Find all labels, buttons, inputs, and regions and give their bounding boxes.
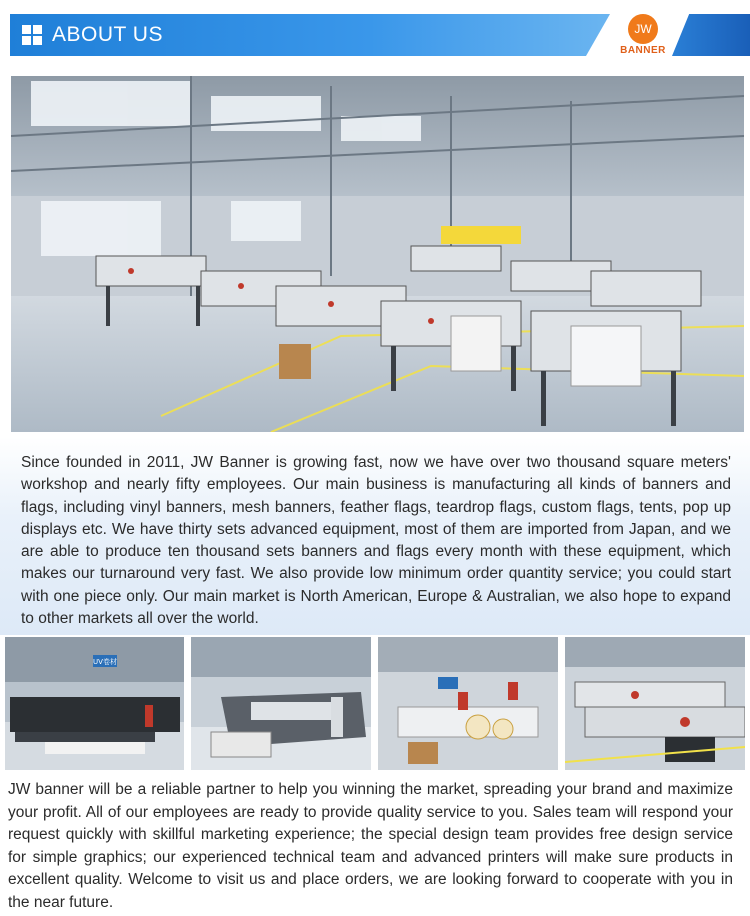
workers-table-photo bbox=[378, 637, 558, 770]
logo-mark: JW bbox=[628, 14, 658, 44]
about-us-header bbox=[0, 0, 750, 75]
large-printer-photo bbox=[5, 637, 184, 770]
intro-paragraph: Since founded in 2011, JW Banner is growing fast, now we have over two thousand square meters' workshop and nearly fifty employees. Our main business is manufacturing all kinds of banners and flags, including vinyl banners, mesh banners, feather flags, teardrop flags, custom flags, tents, pop up displays etc. We have thirty sets advanced equipment, most of them are imported from Japan, and we are able to produce ten thousand sets banners and flags every month with these equipment, which makes our turnaround very fast. We also provide low minimum order quantity service; you could start with one piece only. Our main market is North American, Europe & Australian, we also hope to expand to other markets all over the world. bbox=[21, 454, 731, 628]
factory-floor-illustration bbox=[11, 76, 744, 432]
printer-row-photo bbox=[565, 637, 745, 770]
section-title: ABOUT US bbox=[52, 23, 163, 46]
logo-text: BANNER bbox=[620, 45, 666, 56]
flatbed-printer-photo bbox=[191, 637, 371, 770]
jw-banner-logo bbox=[614, 14, 672, 60]
closing-section bbox=[0, 775, 750, 916]
factory-floor-photo bbox=[11, 76, 744, 432]
intro-section bbox=[0, 437, 750, 635]
header-corner-bar bbox=[672, 14, 750, 56]
thumb-sign-text: UV卷材 bbox=[93, 658, 117, 666]
thumbnail-strip bbox=[0, 637, 750, 770]
grid-icon bbox=[22, 25, 42, 45]
closing-paragraph: JW banner will be a reliable partner to help you winning the market, spreading your brand and maximize your profit. All of our employees are ready to provide quality service to you. Sales team will respond your request quickly with skillful marketing experience; the special design team provides free design service for simple graphics; our experienced technical team and advanced printers will make sure products in excellent quality. Welcome to visit us and place orders, we are looking forward to cooperate with you in the near future. bbox=[8, 781, 733, 911]
